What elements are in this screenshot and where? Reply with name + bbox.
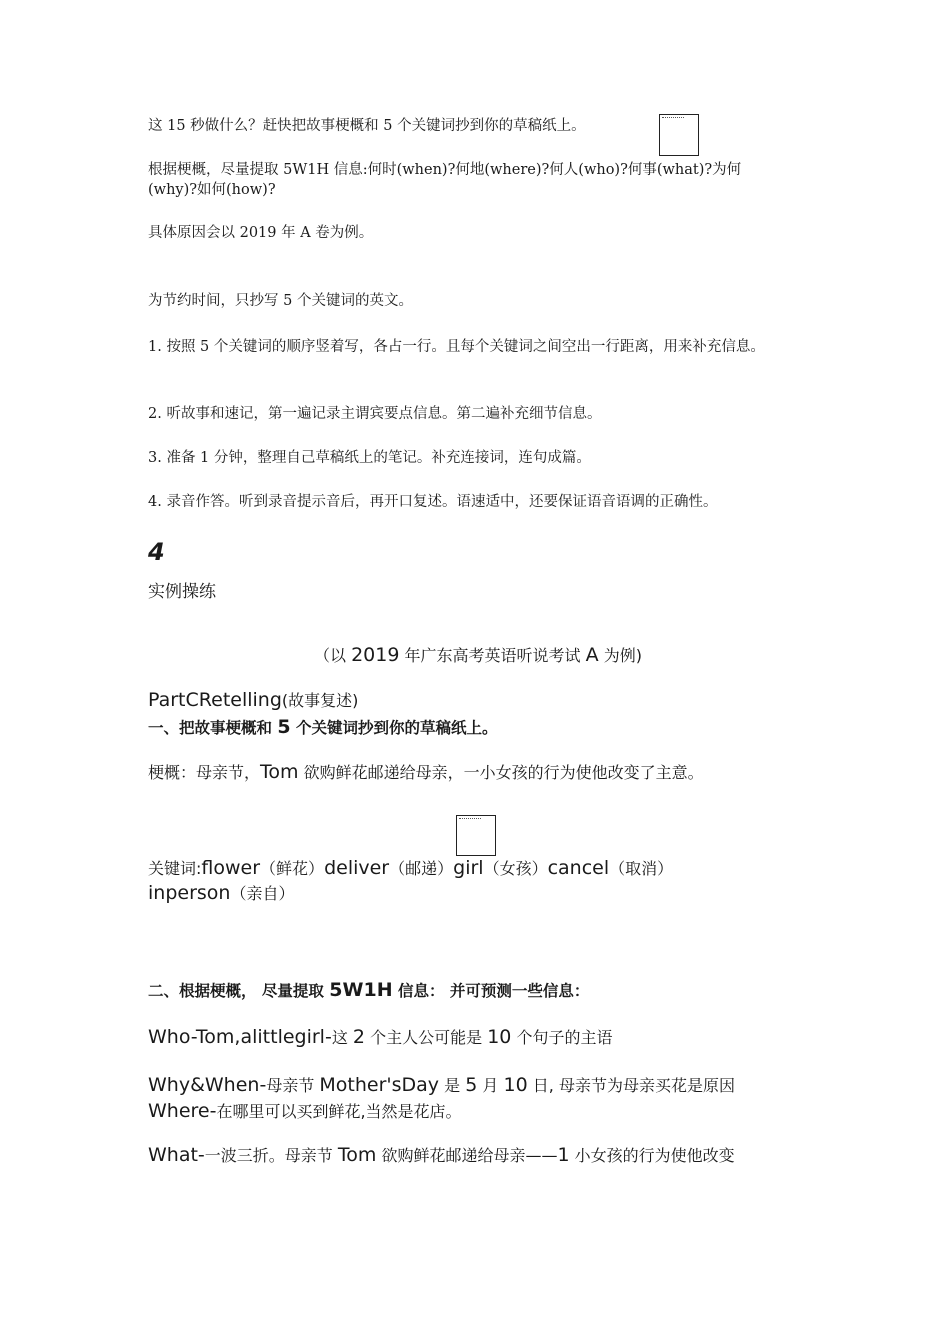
what-num: 1	[557, 1144, 570, 1166]
why-when-line	[148, 1073, 808, 1098]
keyword-inperson: inperson	[148, 882, 231, 904]
who-line	[148, 1025, 808, 1050]
keyword-flower: flower	[201, 857, 261, 879]
keywords-label: 关键词:	[148, 859, 202, 878]
who-cn-c: 个句子的主语	[511, 1028, 613, 1047]
keyword-girl-cn: （女孩）	[483, 859, 548, 878]
step-item-4: 4. 录音作答。听到录音提示音后，再开口复述。语速适中，还要保证语音语调的正确性。	[148, 494, 718, 510]
step-two-pre: 二、根据梗概， 尽量提取	[148, 982, 330, 1000]
subtitle-year: 2019	[351, 644, 400, 666]
part-heading	[148, 688, 808, 713]
summary-post: 欲购鲜花邮递给母亲，一小女孩的行为使他改变了主意。	[298, 763, 704, 782]
keyword-girl: girl	[453, 857, 484, 879]
what-cn-b: 欲购鲜花邮递给母亲——	[376, 1146, 558, 1165]
why-num2: 10	[503, 1074, 528, 1096]
what-cn-c: 小女孩的行为使他改变	[569, 1146, 735, 1165]
where-cn: 在哪里可以买到鲜花,当然是花店。	[216, 1102, 462, 1121]
story-summary	[148, 760, 808, 785]
keyword-cancel-cn: （取消）	[609, 859, 674, 878]
keyword-deliver: deliver	[324, 857, 390, 879]
step-one-post: 个关键词抄到你的草稿纸上。	[290, 719, 498, 737]
why-num: 5	[465, 1074, 478, 1096]
part-heading-cn: (故事复述)	[281, 691, 359, 710]
subtitle-post: 为例)	[598, 646, 642, 665]
who-num2: 10	[487, 1026, 512, 1048]
keyword-inperson-cn: （亲自）	[230, 884, 295, 903]
who-cn-a: 这	[331, 1028, 353, 1047]
step-two-heading	[148, 978, 808, 1003]
step-one-num: 5	[277, 716, 291, 738]
step-one-heading	[148, 715, 808, 740]
who-num: 2	[352, 1026, 366, 1048]
image-placeholder-frame	[659, 114, 699, 156]
keyword-deliver-cn: （邮递）	[389, 859, 454, 878]
keywords-line	[148, 856, 708, 906]
summary-tom: Tom	[260, 761, 299, 783]
step-two-post: 信息： 并可预测一些信息：	[392, 982, 590, 1000]
section-number: 4	[148, 538, 165, 566]
why-cn-a: 母亲节	[266, 1076, 320, 1095]
example-subtitle	[148, 643, 808, 668]
why-cn-d: 日, 母亲节为母亲买花是原因	[527, 1076, 735, 1095]
intro-line-2: 根据梗概，尽量提取 5W1H 信息:何时(when)?何地(where)?何人(who)?何事(what)?为何(why)?如何(how)?	[148, 162, 742, 198]
why-en: Why&When-	[148, 1074, 267, 1096]
keyword-cancel: cancel	[547, 857, 610, 879]
intro-line-1: 这 15 秒做什么？赶快把故事梗概和 5 个关键词抄到你的草稿纸上。	[148, 118, 586, 134]
summary-pre: 梗概：母亲节，	[148, 763, 261, 782]
intro-line-4: 为节约时间，只抄写 5 个关键词的英文。	[148, 293, 413, 309]
where-en: Where-	[148, 1100, 217, 1122]
what-line	[148, 1143, 808, 1168]
intro-line-3: 具体原因会以 2019 年 A 卷为例。	[148, 225, 374, 241]
subtitle-mid: 年广东高考英语听说考试	[399, 646, 586, 665]
image-placeholder-frame-2	[456, 815, 496, 856]
why-en2: Mother'sDay	[319, 1074, 440, 1096]
who-en: Who-Tom,alittlegirl-	[148, 1026, 332, 1048]
part-heading-en: PartCRetelling	[148, 689, 282, 711]
subtitle-pre: （以	[314, 646, 352, 665]
step-item-3: 3. 准备 1 分钟，整理自己草稿纸上的笔记。补充连接词，连句成篇。	[148, 450, 591, 466]
section-title: 实例操练	[148, 582, 216, 602]
why-cn-b: 是	[439, 1076, 466, 1095]
what-en: What-	[148, 1144, 205, 1166]
why-cn-c: 月	[477, 1076, 504, 1095]
step-two-code: 5W1H	[329, 979, 393, 1001]
where-line	[148, 1099, 808, 1124]
what-cn-a: 一波三折。母亲节	[204, 1146, 338, 1165]
step-item-1: 1. 按照 5 个关键词的顺序竖着写，各占一行。且每个关键词之间空出一行距离，用来补充信息。	[148, 339, 765, 355]
what-tom: Tom	[337, 1144, 377, 1166]
step-one-pre: 一、把故事梗概和	[148, 719, 278, 737]
subtitle-letter: A	[585, 644, 599, 666]
keyword-flower-cn: （鲜花）	[260, 859, 325, 878]
step-item-2: 2. 听故事和速记，第一遍记录主谓宾要点信息。第二遍补充细节信息。	[148, 406, 602, 422]
who-cn-b: 个主人公可能是	[365, 1028, 488, 1047]
